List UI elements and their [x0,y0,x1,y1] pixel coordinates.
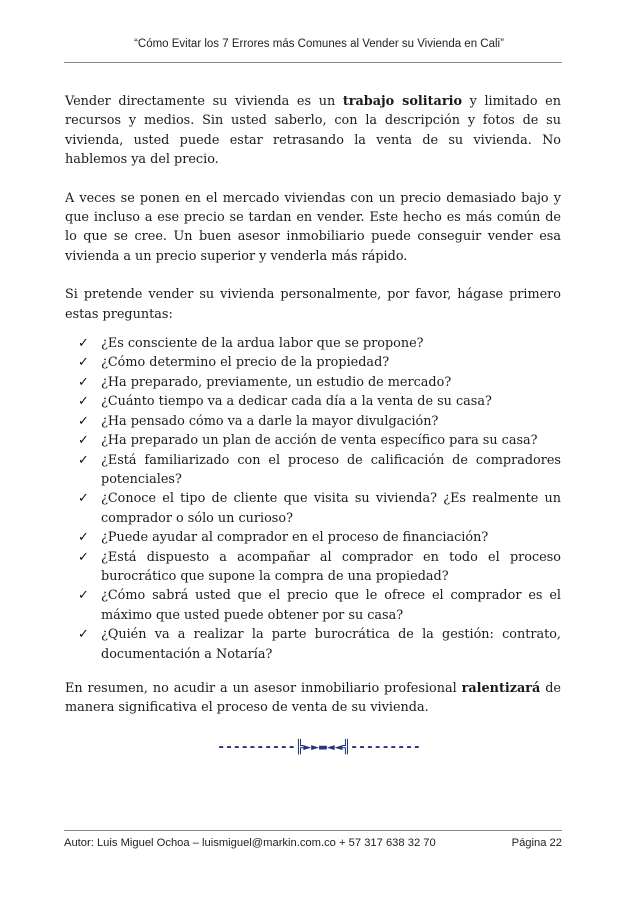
checklist-item [78,586,561,625]
paragraph-summary-start: En resumen, no acudir a un asesor inmobiliario profesional [65,680,462,696]
checkmark-icon: ✓ [78,413,89,429]
checklist-item [78,334,561,353]
checkmark-icon: ✓ [78,452,89,468]
paragraph-intro-end: y limitado en recursos y medios. Sin usted saberlo, con la descripción y fotos de su vivienda, usted puede estar retrasando la venta de su vivienda. No hablemos ya del precio. [65,94,561,168]
checklist-item-text: ¿Está dispuesto a acompañar al comprador en todo el proceso burocrático que supone la compra de una propiedad? [101,549,561,584]
page-number: Página 22 [511,837,562,849]
ornamental-divider: ----------╠►►▬◄◄╣--------- [217,740,421,755]
checkmark-icon: ✓ [78,374,89,390]
checklist-item [78,392,561,411]
checklist-item-text: ¿Quién va a realizar la parte burocrática de la gestión: contrato, documentación a Notaría? [101,627,561,662]
footer-divider [64,830,562,831]
checkmark-icon: ✓ [78,394,89,410]
checklist-item [78,528,561,547]
checkmark-icon: ✓ [78,549,89,565]
checkmark-icon: ✓ [78,433,89,449]
checklist-item [78,548,561,587]
checkmark-icon: ✓ [78,627,89,643]
checklist-item [78,412,561,431]
checkmark-icon: ✓ [78,355,89,371]
emphasis-trabajo-solitario: trabajo solitario [342,94,462,109]
paragraph-summary [65,679,561,718]
emphasis-ralentizara: ralentizará [461,680,541,696]
checklist-item [78,625,561,664]
checklist-item-text: ¿Conoce el tipo de cliente que visita su vivienda? ¿Es realmente un comprador o sólo un curioso? [101,491,561,526]
checklist-item [78,489,561,528]
paragraph-intro-start: Vender directamente su vivienda es un [65,94,343,109]
checkmark-icon: ✓ [78,530,89,546]
checklist-item-text: ¿Cuánto tiempo va a dedicar cada día a la venta de su casa? [101,394,492,410]
checklist-item-text: ¿Es consciente de la ardua labor que se propone? [101,336,424,352]
checklist-item-text: ¿Cómo determino el precio de la propiedad? [101,355,390,371]
paragraph-questions-intro: Si pretende vender su vivienda personalmente, por favor, hágase primero estas preguntas: [65,287,561,322]
checklist-item-text: ¿Cómo sabrá usted que el precio que le ofrece el comprador es el máximo que usted puede obtener por su casa? [101,588,561,623]
checklist-item [78,431,561,450]
checkmark-icon: ✓ [78,491,89,507]
header-divider [64,62,562,63]
checklist-item [78,353,561,372]
checkmark-icon: ✓ [78,336,89,352]
footer-author-contact: Autor: Luis Miguel Ochoa – luismiguel@markin.com.co + 57 317 638 32 70 [64,837,436,849]
paragraph-summary-end: de manera significativa el proceso de venta de su vivienda. [65,680,561,716]
checklist-item-text: ¿Puede ayudar al comprador en el proceso de financiación? [101,530,489,546]
question-checklist [65,334,561,664]
checklist-item [78,373,561,392]
page-footer [64,837,562,849]
page-header-title: “Cómo Evitar los 7 Errores más Comunes al Vender su Vivienda en Cali” [134,38,504,50]
paragraph-pricing: A veces se ponen en el mercado viviendas con un precio demasiado bajo y que incluso a ese precio se tardan en vender. Este hecho es más común de lo que se cree. Un buen asesor inmobiliario puede conseguir vender esa vivienda a un precio superior y venderla más rápido. [65,190,561,264]
document-body [65,92,561,737]
checkmark-icon: ✓ [78,588,89,604]
checklist-item-text: ¿Ha preparado un plan de acción de venta específico para su casa? [101,433,538,449]
checklist-item-text: ¿Ha preparado, previamente, un estudio de mercado? [101,374,452,390]
paragraph-intro [65,92,561,170]
checklist-item-text: ¿Está familiarizado con el proceso de calificación de compradores potenciales? [101,452,561,487]
checklist-item-text: ¿Ha pensado cómo va a darle la mayor divulgación? [101,413,439,429]
checklist-item [78,451,561,490]
